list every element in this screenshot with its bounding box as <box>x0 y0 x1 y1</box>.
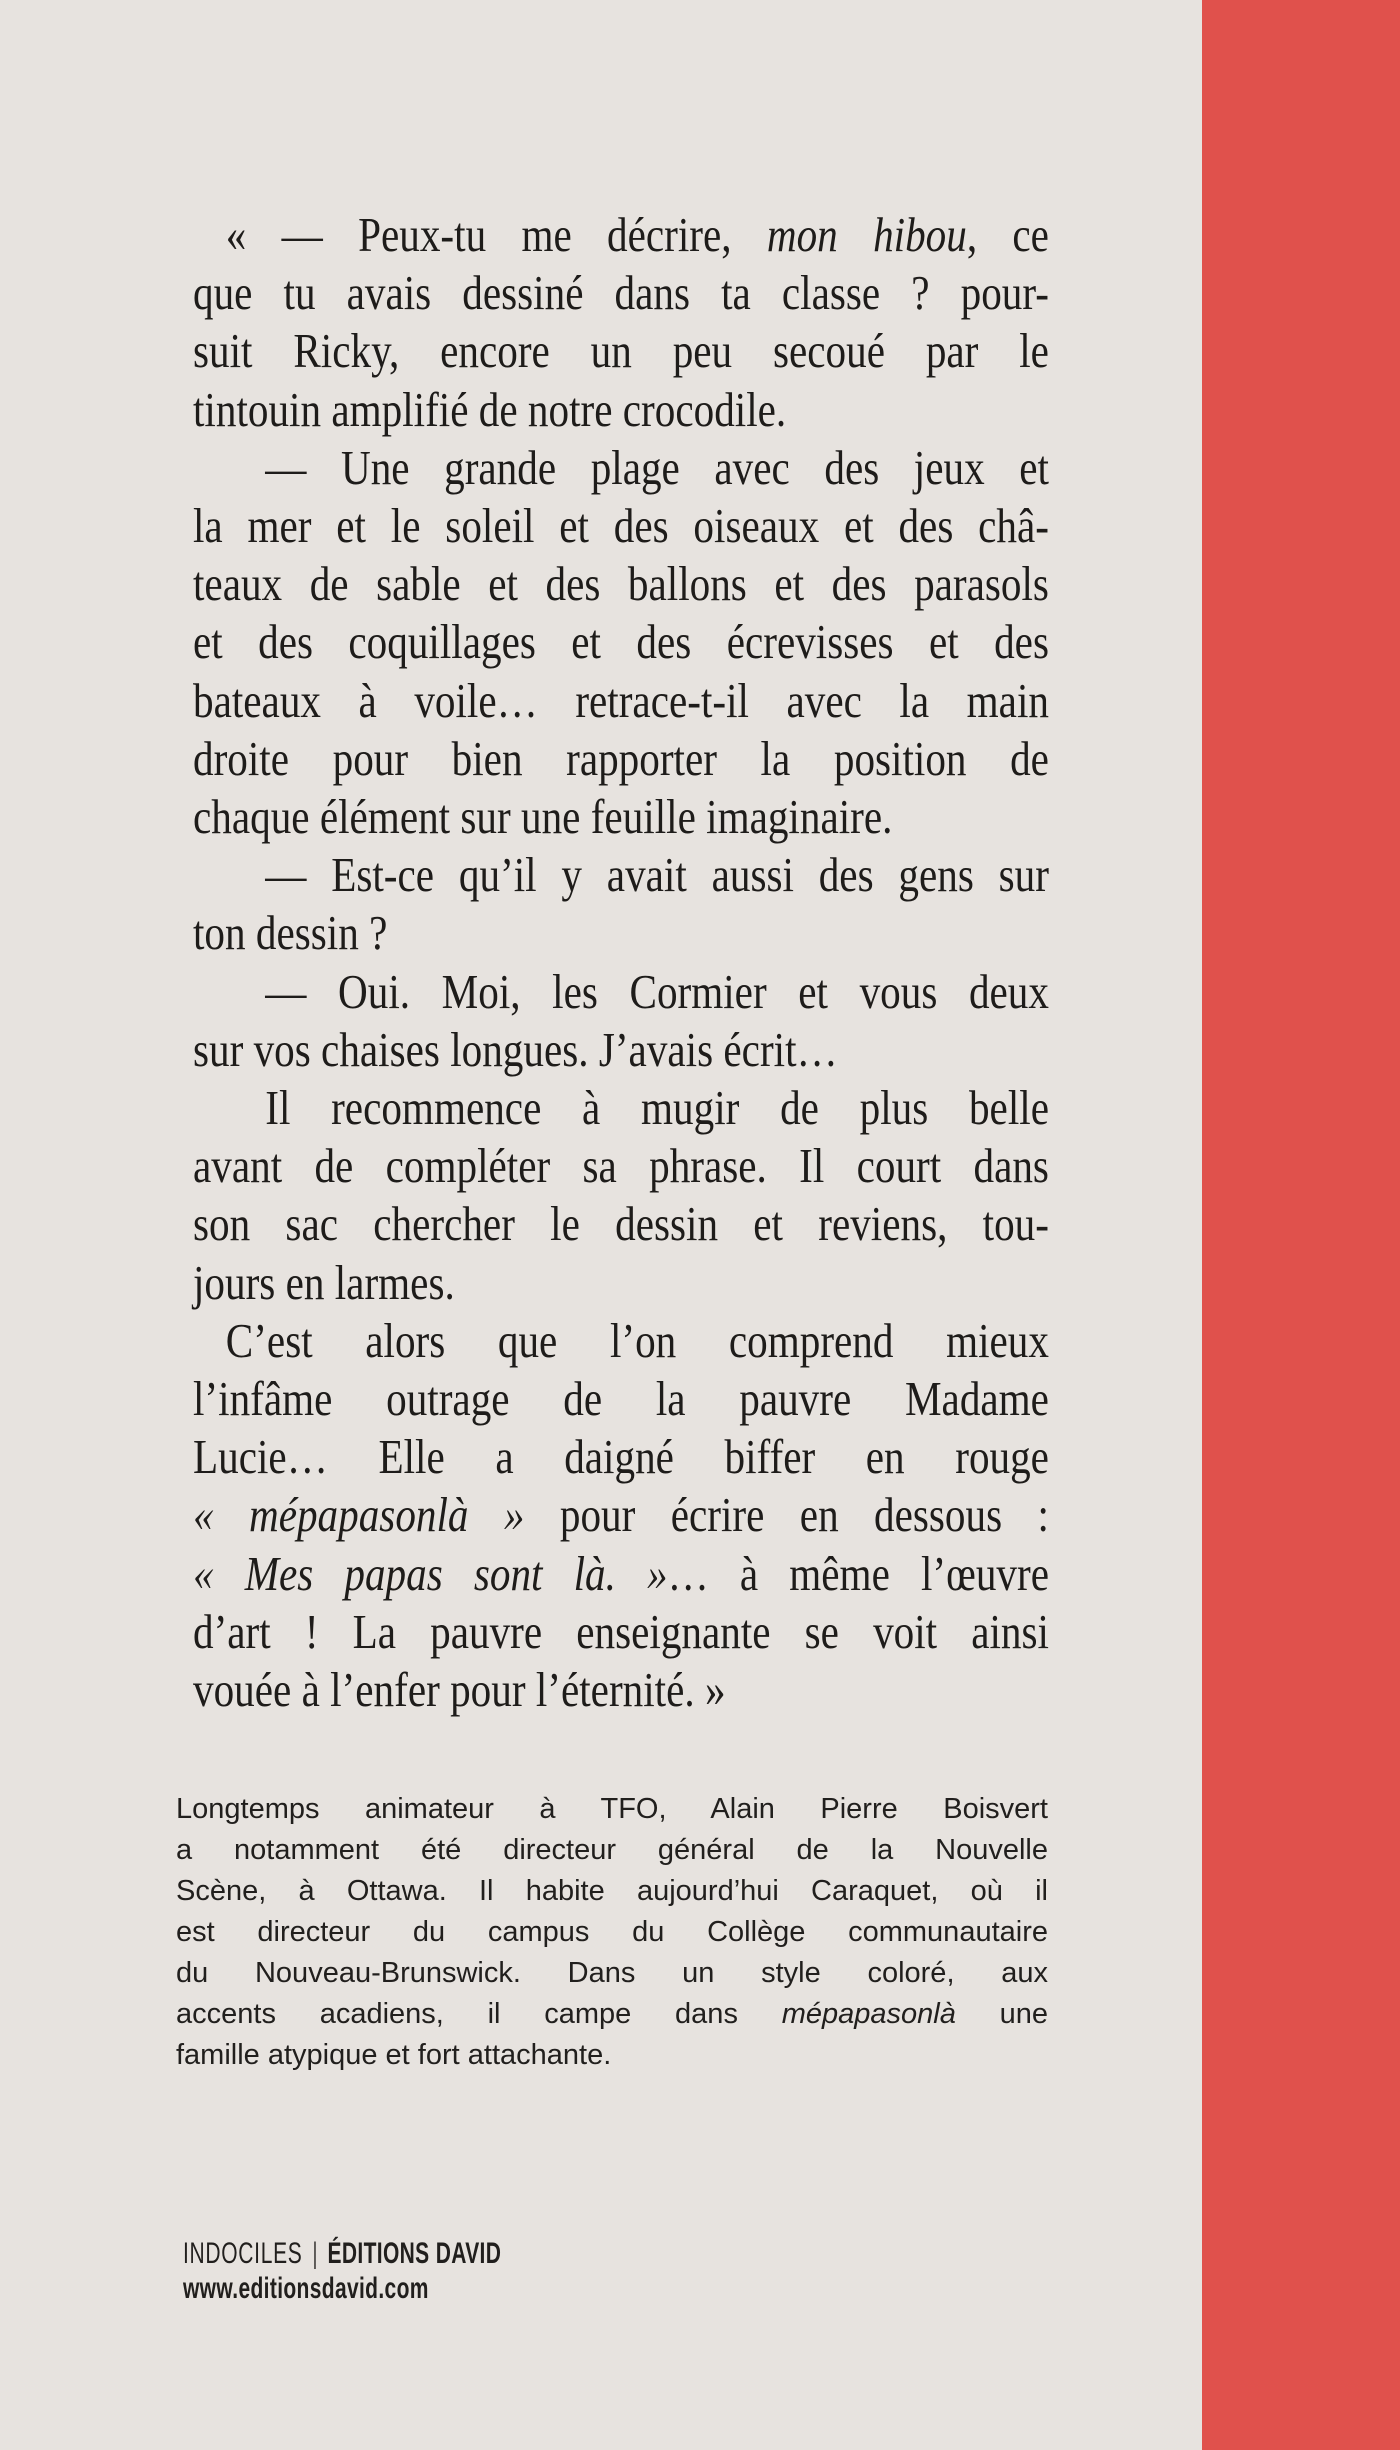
quote-line: vouée à l’enfer pour l’éternité. » <box>193 1662 726 1718</box>
quote-line: tintouin amplifié de notre crocodile. <box>193 381 787 437</box>
quote-block <box>193 206 1049 1719</box>
bio-line: a notamment été directeur général de la Nouvelle <box>176 1834 1048 1866</box>
quote-line: ton dessin ? <box>193 905 388 961</box>
publisher-label: ÉDITIONS DAVID <box>327 2237 502 2270</box>
quote-line: Il recommence à mugir de plus belle <box>265 1080 1049 1136</box>
quote-line: « Mes papas sont là. »… à même l’œuvre <box>193 1545 1049 1601</box>
footer <box>183 2236 638 2306</box>
quote-line: Lucie… Elle a daigné biffer en rouge <box>193 1429 1049 1485</box>
quote-line: que tu avais dessiné dans ta classe ? pour- <box>193 265 1049 321</box>
quote-line: son sac chercher le dessin et reviens, tou- <box>193 1196 1049 1252</box>
quote-lines <box>193 206 1049 1719</box>
quote-line: C’est alors que l’on comprend mieux <box>225 1312 1049 1368</box>
quote-line: « — Peux-tu me décrire, mon hibou, ce <box>225 207 1049 262</box>
quote-line: bateaux à voile… retrace-t-il avec la main <box>193 672 1049 728</box>
quote-line: d’art ! La pauvre enseignante se voit ainsi <box>193 1603 1049 1659</box>
quote-line: avant de compléter sa phrase. Il court dans <box>193 1138 1049 1194</box>
quote-line: l’infâme outrage de la pauvre Madame <box>193 1371 1049 1427</box>
quote-line: — Une grande plage avec des jeux et <box>265 439 1049 495</box>
bio-line: famille atypique et fort attachante. <box>176 2039 612 2071</box>
quote-line: sur vos chaises longues. J’avais écrit… <box>193 1021 838 1077</box>
publisher-line <box>183 2236 501 2271</box>
website-url: www.editionsdavid.com <box>183 2272 429 2305</box>
quote-line: jours en larmes. <box>193 1254 455 1310</box>
footer-separator: | <box>312 2237 318 2270</box>
quote-line: suit Ricky, encore un peu secoué par le <box>193 323 1049 379</box>
quote-line: teaux de sable et des ballons et des parasols <box>193 556 1049 612</box>
quote-line: la mer et le soleil et des oiseaux et des châ- <box>193 498 1049 554</box>
author-bio-block <box>176 1789 1048 2076</box>
bio-line: Longtemps animateur à TFO, Alain Pierre Boisvert <box>176 1793 1048 1825</box>
quote-line: « mépapasonlà » pour écrire en dessous : <box>193 1487 1049 1543</box>
quote-line: et des coquillages et des écrevisses et des <box>193 614 1049 670</box>
quote-line: droite pour bien rapporter la position de <box>193 730 1049 786</box>
quote-line: chaque élément sur une feuille imaginaire. <box>193 789 893 845</box>
accent-stripe <box>1202 0 1400 2450</box>
quote-line: — Oui. Moi, les Cormier et vous deux <box>265 963 1049 1019</box>
bio-line: est directeur du campus du Collège communautaire <box>176 1916 1048 1948</box>
collection-label: INDOCILES <box>183 2237 303 2270</box>
bio-line: Scène, à Ottawa. Il habite aujourd’hui Caraquet, où il <box>176 1875 1048 1907</box>
bio-lines <box>176 1789 1048 2076</box>
quote-line: — Est-ce qu’il y avait aussi des gens sur <box>265 847 1049 903</box>
bio-line: accents acadiens, il campe dans mépapasonlà une <box>176 1998 1048 2030</box>
bio-line: du Nouveau-Brunswick. Dans un style coloré, aux <box>176 1957 1048 1989</box>
